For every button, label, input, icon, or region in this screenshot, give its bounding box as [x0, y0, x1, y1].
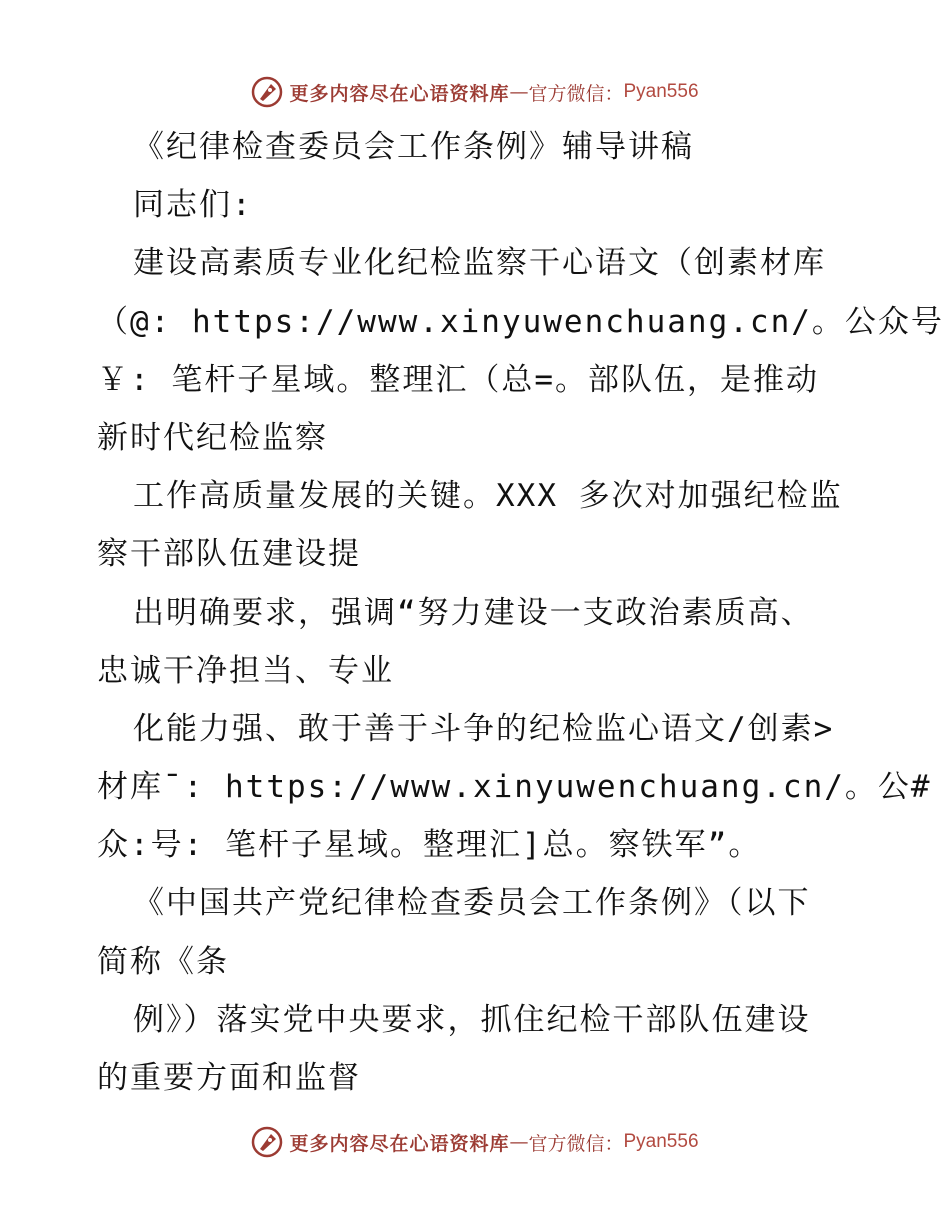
- pen-nib-circle-logo-icon: [251, 76, 283, 108]
- text-line: 例》）落实党中央要求，抓住纪检干部队伍建设: [133, 1001, 811, 1038]
- document-body: [97, 118, 944, 1107]
- text-line: （@: https://www.xinyuwenchuang.cn/。公众号: [97, 303, 944, 340]
- watermark-dash: —: [509, 81, 529, 103]
- text-line: ￥: 笔杆子星域。整理汇（总=。部队伍，是推动: [97, 361, 819, 398]
- text-line: 建设高素质专业化纪检监察干心语文（创素材库: [133, 245, 826, 282]
- pen-nib-circle-logo-icon: [251, 1126, 283, 1158]
- watermark-lead: 更多内容尽在心语资料库: [289, 82, 510, 105]
- salutation: 同志们:: [133, 187, 253, 224]
- watermark-middle: 官方微信：: [528, 1132, 624, 1155]
- text-line: 忠诚干净担当、专业: [97, 652, 394, 689]
- watermark-handle: Pyan556: [623, 1131, 699, 1152]
- text-line: 工作高质量发展的关键。XXX 多次对加强纪检监: [133, 478, 843, 515]
- text-line: 的重要方面和监督: [97, 1060, 361, 1096]
- watermark-dash: —: [509, 1131, 529, 1153]
- watermark-lead: 更多内容尽在心语资料库: [289, 1132, 510, 1155]
- text-line: 材库¯: https://www.xinyuwenchuang.cn/。公#: [97, 769, 932, 806]
- document-title: 《纪律检查委员会工作条例》辅导讲稿: [133, 129, 694, 165]
- text-line: 简称《条: [97, 943, 229, 980]
- text-line: 察干部队伍建设提: [97, 536, 361, 573]
- text-line: 新时代纪检监察: [97, 419, 328, 456]
- text-line: 众:号: 笔杆子星域。整理汇]总。察铁军”。: [97, 827, 762, 864]
- watermark-handle: Pyan556: [623, 81, 699, 102]
- text-line: 化能力强、敢于善于斗争的纪检监心语文/创素>: [133, 710, 835, 747]
- watermark-header: [0, 72, 950, 112]
- text-line: 《中国共产党纪律检查委员会工作条例》（以下: [133, 885, 811, 922]
- watermark-middle: 官方微信：: [528, 82, 624, 105]
- text-line: 出明确要求，强调“努力建设一支政治素质高、: [133, 594, 814, 631]
- watermark-footer: [0, 1122, 950, 1162]
